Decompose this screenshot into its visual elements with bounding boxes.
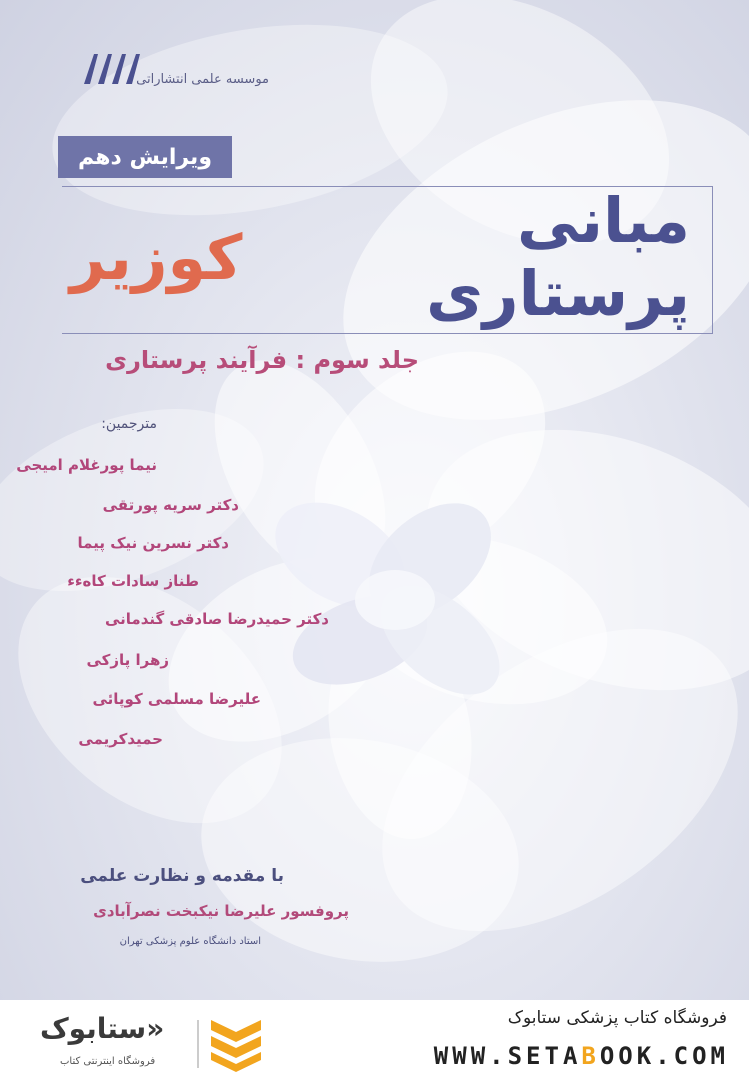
title-main: مبانی پرستاری [426,184,690,330]
book-title [70,184,690,330]
supervisor-name: پروفسور علیرضا نیکبخت نصرآبادی [93,902,349,920]
translators-heading: مترجمین: [101,416,157,432]
setabook-logo-caption: فروشگاه اینترنتی کتاب [60,1056,156,1067]
supervisor-affiliation: استاد دانشگاه علوم پزشکی تهران [119,936,261,947]
store-website-link[interactable] [434,1042,729,1070]
store-name: فروشگاه کتاب پزشکی ستابوک [507,1008,727,1028]
translator-name: حمیدکریمی [78,730,163,748]
scientific-supervision-label: با مقدمه و نظارت علمی [80,866,284,886]
url-prefix: WWW.SETA [433,1042,582,1070]
translator-name: زهرا پازکی [86,651,169,669]
title-author: کوزیر [70,220,243,294]
translator-name: نیما پورغلام امیجی [16,456,157,474]
translator-name: دکتر حمیدرضا صادقی گندمانی [104,610,329,628]
volume-subtitle: جلد سوم : فرآیند پرستاری [105,346,419,374]
url-accent: B [581,1042,600,1070]
url-suffix: OOK.COM [599,1042,729,1070]
translator-name: دکتر سریه پورتقی [102,496,239,514]
store-footer [0,1000,749,1080]
translator-name: دکتر نسرین نیک پیما [77,534,229,552]
translator-name: علیرضا مسلمی کوپائی [92,690,261,708]
publisher-name: موسسه علمی انتشاراتی [136,72,269,87]
translator-name: طناز سادات کاهءء [67,572,199,590]
setabook-logo-text: «ستابوک [40,1012,165,1045]
edition-badge: ویرایش دهم [58,136,232,178]
